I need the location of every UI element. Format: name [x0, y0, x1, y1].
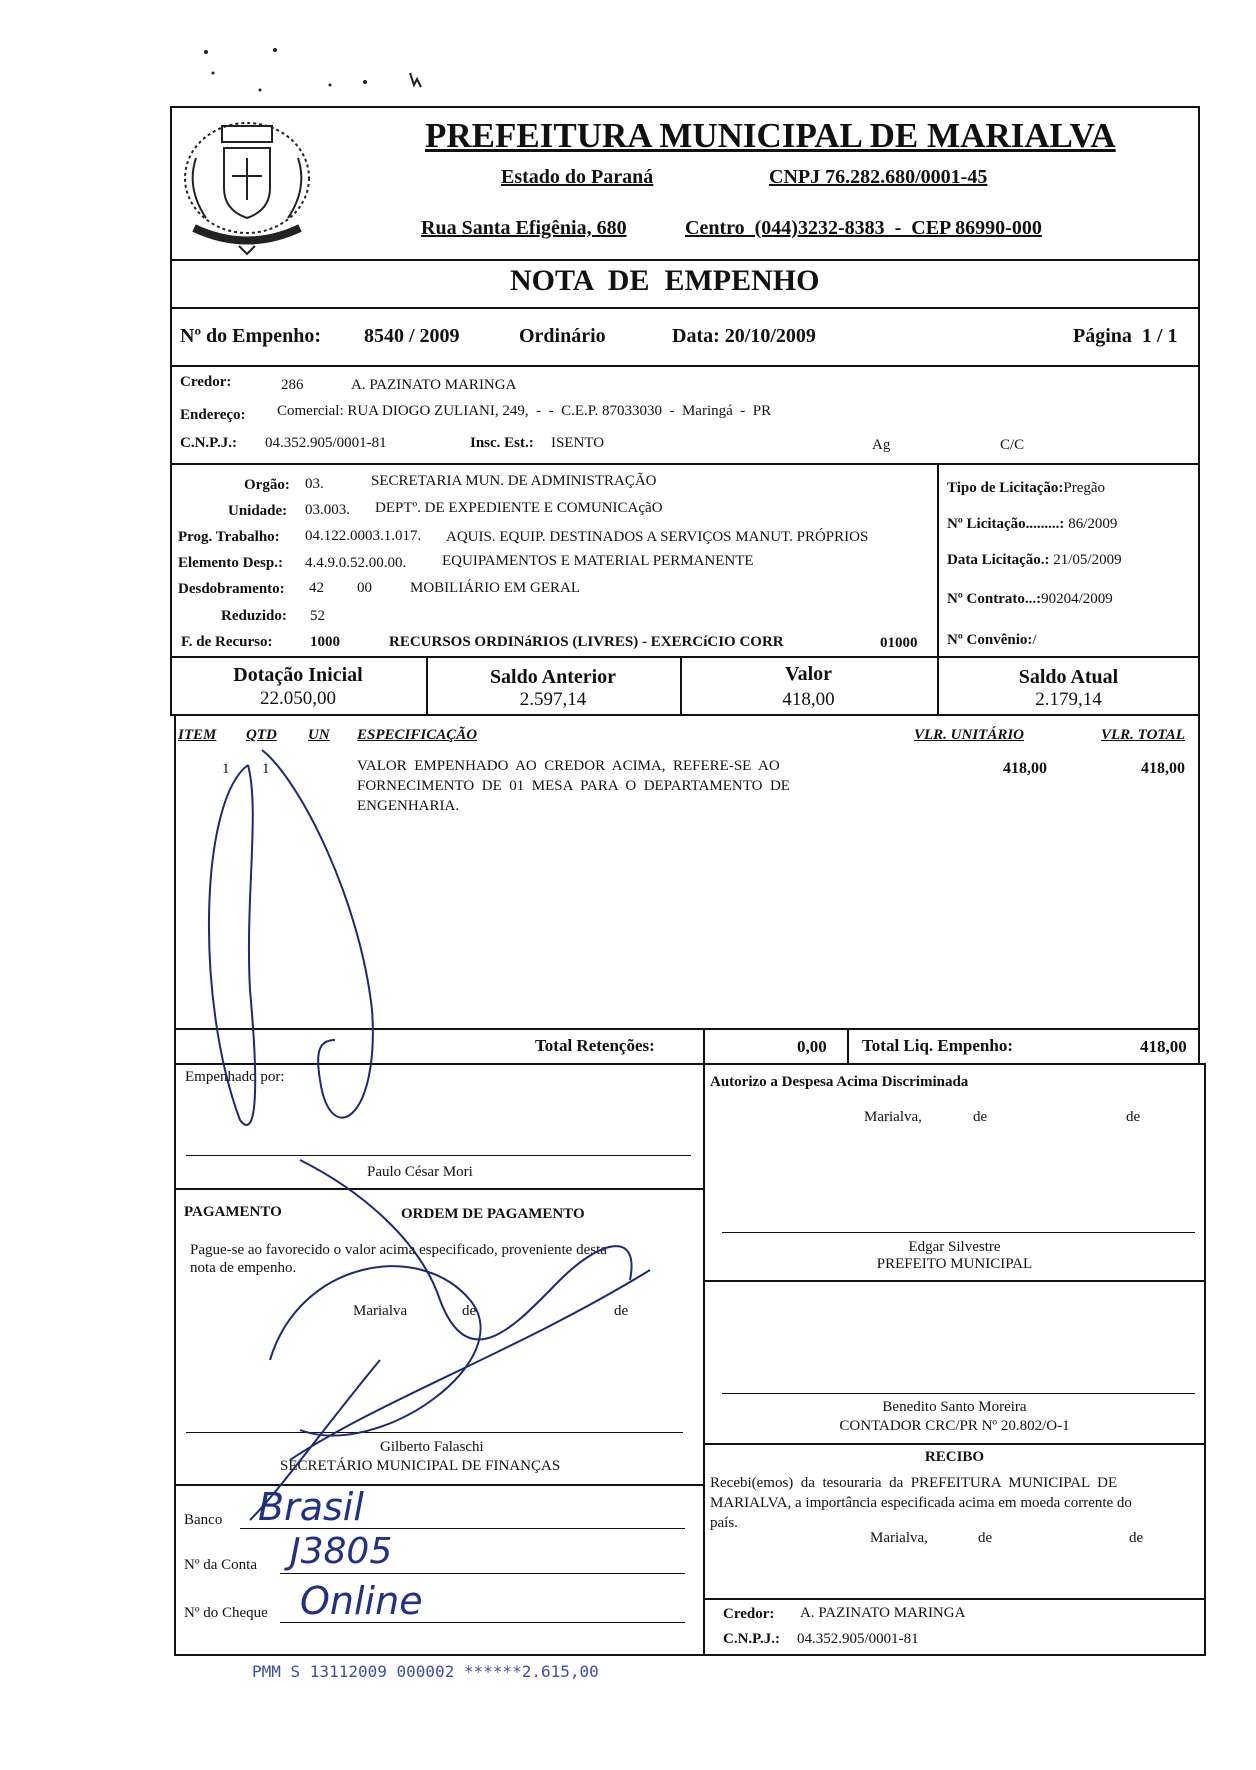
- prog-name: AQUIS. EQUIP. DESTINADOS A SERVIÇOS MANUT. PRÓPRIOS: [446, 529, 869, 545]
- num-convenio: [947, 633, 1037, 648]
- credor-code: 286: [281, 377, 304, 393]
- empenho-num-label: Nº do Empenho:: [180, 325, 322, 347]
- num-contrato: [947, 592, 1113, 607]
- row-vlr-unitario: 418,00: [1003, 760, 1047, 777]
- ordem-pagamento-label: ORDEM DE PAGAMENTO: [401, 1206, 585, 1222]
- pagamento-de-1: de: [462, 1303, 477, 1319]
- header-street: Rua Santa Efigênia, 680: [421, 217, 627, 239]
- total-liq-label: Total Liq. Empenho:: [862, 1036, 1013, 1055]
- desdobramento-label: Desdobramento:: [178, 581, 285, 597]
- recibo-line-1: Recebi(emos) da tesouraria da PREFEITURA MUNICIPAL DE: [710, 1475, 1118, 1491]
- contador-role: CONTADOR CRC/PR Nº 20.802/O-1: [839, 1418, 1070, 1434]
- credor-cnpj: 04.352.905/0001-81: [265, 435, 387, 451]
- recibo-de-1: de: [978, 1530, 993, 1546]
- autorizo-city: Marialva,: [864, 1109, 922, 1125]
- cheque-handwritten: Online: [300, 1579, 423, 1623]
- num-licitacao-value: 86/2009: [1064, 516, 1118, 532]
- totals-div-2: [847, 1028, 849, 1065]
- num-contrato-label: Nº Contrato...:: [947, 591, 1042, 607]
- empenhado-label: Empenhado por:: [185, 1069, 285, 1085]
- row-spec-line-1: VALOR EMPENHADO AO CREDOR ACIMA, REFERE-SE AO: [357, 758, 780, 774]
- saldo-atual-value: 2.179,14: [1035, 689, 1102, 710]
- orgao-code: 03.: [305, 476, 324, 492]
- data-licitacao: [947, 553, 1122, 568]
- dotacao-label: Dotação Inicial: [233, 664, 363, 686]
- recibo-line-2: MARIALVA, a importância especificada acima em moeda corrente do: [710, 1495, 1132, 1511]
- desdobramento-sub: 00: [357, 580, 372, 596]
- empenhado-name: Paulo César Mori: [367, 1164, 473, 1180]
- recurso-label: F. de Recurso:: [181, 634, 273, 650]
- row-spec-line-3: ENGENHARIA.: [357, 798, 460, 814]
- credor-label: Credor:: [180, 374, 232, 390]
- reduzido-code: 52: [310, 608, 325, 624]
- autorizo-de-1: de: [973, 1109, 988, 1125]
- unidade-code: 03.003.: [305, 502, 350, 518]
- total-liq-value: 418,00: [1140, 1037, 1187, 1056]
- total-retencoes-label: Total Retenções:: [535, 1036, 655, 1055]
- empenho-page: Página 1 / 1: [1073, 325, 1178, 347]
- banco-label: Banco: [184, 1512, 223, 1528]
- ag-label: Ag: [872, 437, 891, 453]
- pagamento-city: Marialva: [353, 1303, 408, 1319]
- col-header-item: ITEM: [178, 727, 217, 743]
- doc-title: NOTA DE EMPENHO: [510, 264, 820, 297]
- bottom-center-divider: [703, 1063, 705, 1656]
- credor-address: Comercial: RUA DIOGO ZULIANI, 249, - - C.E.P. 87033030 - Maringá - PR: [277, 403, 772, 419]
- recibo-cnpj: 04.352.905/0001-81: [797, 1631, 919, 1647]
- elemento-name: EQUIPAMENTOS E MATERIAL PERMANENTE: [442, 553, 754, 569]
- orgao-name: SECRETARIA MUN. DE ADMINISTRAÇÃO: [371, 473, 657, 489]
- autorizo-signer: Edgar Silvestre: [908, 1239, 1001, 1255]
- credor-name: A. PAZINATO MARINGA: [351, 377, 517, 393]
- right-div-1: [703, 1280, 1206, 1282]
- saldo-anterior-value: 2.597,14: [519, 689, 587, 710]
- valor-label: Valor: [784, 663, 833, 685]
- row-item: 1: [222, 761, 230, 777]
- header-cnpj: CNPJ 76.282.680/0001-45: [769, 166, 988, 188]
- recibo-de-2: de: [1129, 1530, 1144, 1546]
- insc-label: Insc. Est.:: [470, 435, 534, 451]
- recurso-name: RECURSOS ORDINáRIOS (LIVRES) - EXERCíCIO CORR: [389, 634, 784, 650]
- elemento-code: 4.4.9.0.52.00.00.: [305, 555, 407, 571]
- desdobramento-code: 42: [309, 580, 324, 596]
- pagamento-de-2: de: [614, 1303, 629, 1319]
- col-header-vlr-unitario: VLR. UNITÁRIO: [914, 727, 1025, 743]
- insc-value: ISENTO: [551, 435, 605, 451]
- left-div-1: [174, 1188, 703, 1190]
- pagamento-signature-line: [186, 1432, 683, 1433]
- conta-handwritten: J3805: [290, 1531, 393, 1572]
- header-state: Estado do Paraná: [501, 166, 654, 188]
- autorizo-de-2: de: [1126, 1109, 1141, 1125]
- num-convenio-label: Nº Convênio:: [947, 632, 1033, 648]
- pagamento-signer: Gilberto Falaschi: [380, 1439, 484, 1455]
- data-licitacao-label: Data Licitação.:: [947, 552, 1050, 568]
- recibo-credor-label: Credor:: [723, 1606, 775, 1622]
- empenho-num: 8540 / 2009: [364, 325, 460, 347]
- coat-of-arms-emblem: [174, 108, 320, 258]
- unidade-label: Unidade:: [228, 503, 288, 519]
- total-retencoes-value: 0,00: [797, 1037, 827, 1056]
- totals-div-1: [703, 1028, 705, 1065]
- col-header-qtd: QTD: [246, 727, 277, 743]
- banco-handwritten: Brasil: [258, 1485, 364, 1529]
- empenhado-signature-line: [186, 1155, 691, 1156]
- address-label: Endereço:: [180, 407, 246, 423]
- pagamento-label: PAGAMENTO: [184, 1204, 282, 1220]
- autorizo-signer-role: PREFEITO MUNICIPAL: [876, 1256, 1033, 1272]
- recibo-title: RECIBO: [924, 1449, 985, 1465]
- header-contacts: Centro (044)3232-8383 - CEP 86990-000: [685, 217, 1042, 239]
- contador-signature-line: [722, 1393, 1195, 1394]
- saldo-anterior-label: Saldo Anterior: [489, 666, 617, 688]
- empenho-date: Data: 20/10/2009: [672, 325, 816, 347]
- budget-divider: [937, 463, 939, 658]
- row-vlr-total: 418,00: [1141, 760, 1185, 777]
- tipo-licitacao-value: Pregão: [1063, 480, 1106, 496]
- prog-label: Prog. Trabalho:: [178, 529, 280, 545]
- num-contrato-value: 90204/2009: [1041, 591, 1113, 607]
- header-title: PREFEITURA MUNICIPAL DE MARIALVA: [425, 116, 1116, 155]
- empenho-type: Ordinário: [519, 325, 606, 347]
- autorizo-signature-line: [722, 1232, 1195, 1233]
- conta-label: Nº da Conta: [184, 1557, 257, 1573]
- scan-marks: [190, 40, 470, 95]
- num-convenio-value: /: [1032, 632, 1037, 648]
- contador-name: Benedito Santo Moreira: [882, 1399, 1027, 1415]
- reduzido-label: Reduzido:: [221, 608, 287, 624]
- recibo-cnpj-label: C.N.P.J.:: [723, 1631, 780, 1647]
- row-qtd: 1: [262, 761, 270, 777]
- num-licitacao: [947, 517, 1117, 532]
- tipo-licitacao-label: [947, 481, 1105, 496]
- cnpj-label: C.N.P.J.:: [180, 435, 237, 451]
- elemento-label: Elemento Desp.:: [178, 555, 283, 571]
- prog-code: 04.122.0003.1.017.: [305, 528, 422, 544]
- tipo-licitacao-label-text: Tipo de Licitação:: [947, 480, 1064, 496]
- col-header-un: UN: [308, 727, 330, 743]
- col-header-vlr-total: VLR. TOTAL: [1101, 727, 1185, 743]
- pagamento-signer-role: SECRETÁRIO MUNICIPAL DE FINANÇAS: [280, 1458, 561, 1474]
- recibo-credor: A. PAZINATO MARINGA: [800, 1605, 966, 1621]
- recurso-code: 1000: [310, 634, 340, 650]
- recurso-num: 01000: [880, 635, 918, 651]
- unidade-name: DEPTº. DE EXPEDIENTE E COMUNICAçãO: [375, 500, 663, 516]
- row-spec-line-2: FORNECIMENTO DE 01 MESA PARA O DEPARTAMENTO DE: [357, 778, 790, 794]
- totals-box: [174, 1028, 1200, 1065]
- cc-label: C/C: [1000, 437, 1025, 453]
- pagamento-text-1: Pague-se ao favorecido o valor acima especificado, proveniente desta: [190, 1242, 607, 1258]
- dotacao-value: 22.050,00: [260, 688, 336, 709]
- autorizo-label: Autorizo a Despesa Acima Discriminada: [710, 1074, 969, 1090]
- conta-line: [280, 1573, 685, 1574]
- desdobramento-name: MOBILIÁRIO EM GERAL: [410, 580, 580, 596]
- recibo-line-3: país.: [710, 1515, 738, 1531]
- data-licitacao-value: 21/05/2009: [1049, 552, 1122, 568]
- cheque-label: Nº do Cheque: [184, 1605, 268, 1621]
- bank-stamp: PMM S 13112009 000002 ******2.615,00: [252, 1662, 599, 1681]
- orgao-label: Orgão:: [244, 477, 290, 493]
- right-div-2: [703, 1443, 1206, 1445]
- left-div-2: [174, 1484, 703, 1486]
- recibo-city: Marialva,: [870, 1530, 928, 1546]
- right-div-3: [703, 1598, 1206, 1600]
- valor-value: 418,00: [782, 689, 835, 710]
- saldo-atual-label: Saldo Atual: [1018, 666, 1119, 688]
- pagamento-text-2: nota de empenho.: [190, 1260, 297, 1276]
- col-header-especificacao: ESPECIFICAÇÃO: [357, 727, 478, 743]
- num-licitacao-label: Nº Licitação.........:: [947, 516, 1065, 532]
